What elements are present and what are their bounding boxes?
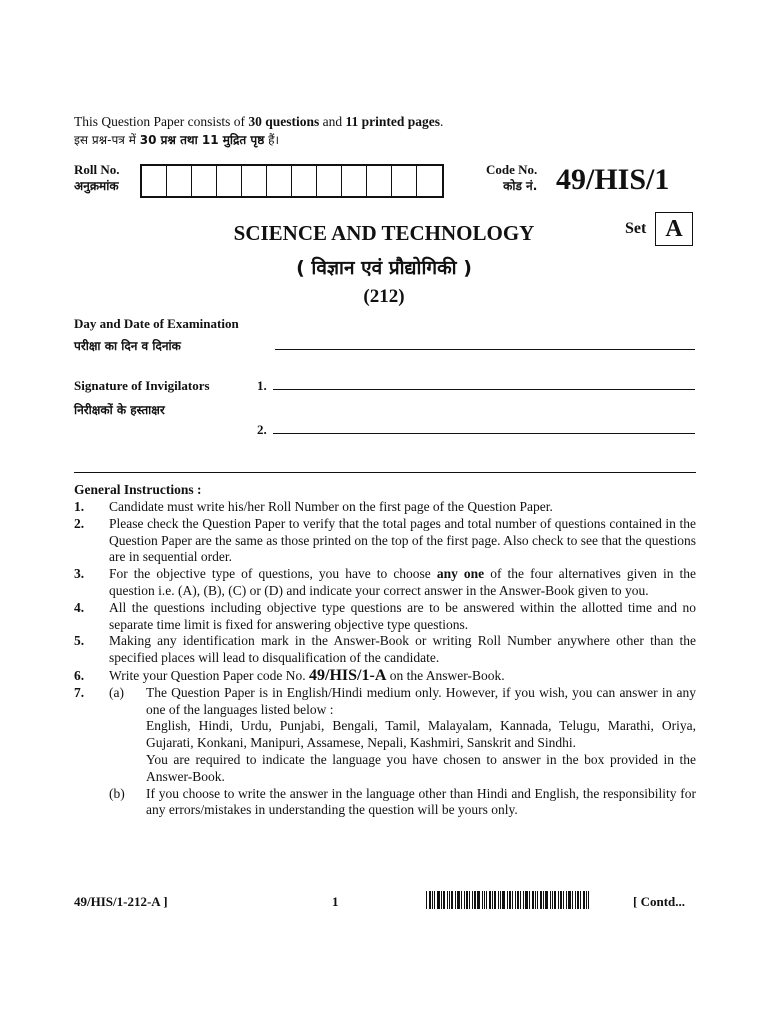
barcode-bar <box>520 891 521 909</box>
roll-no-digit-box[interactable] <box>192 166 217 196</box>
barcode-bar <box>566 891 567 909</box>
roll-no-boxes[interactable] <box>140 164 444 198</box>
roll-no-digit-box[interactable] <box>267 166 292 196</box>
languages-list: English, Hindi, Urdu, Punjabi, Bengali, Tamil, Malayalam, Kannada, Telugu, Marathi, Oriya, Gujarati, Konkani, Manipuri, Assamese, Nepali, Kashmiri, Sanskrit and Sindhi. <box>146 718 696 751</box>
barcode-bar <box>535 891 536 909</box>
continued-marker: [ Contd... <box>633 894 686 909</box>
sub-instruction-label: (a) <box>109 684 124 700</box>
roll-no-digit-box[interactable] <box>392 166 417 196</box>
barcode-bar <box>560 891 562 909</box>
barcode-bar <box>523 891 524 909</box>
barcode-bar <box>455 891 456 909</box>
barcode-bar <box>577 891 579 909</box>
barcode-bar <box>474 891 476 909</box>
barcode-bar <box>586 891 587 909</box>
barcode-bar <box>429 891 431 909</box>
subject-title: SCIENCE AND TECHNOLOGY <box>233 221 535 245</box>
barcode-bar <box>540 891 542 909</box>
invigilator-1-number: 1. <box>257 378 267 393</box>
instruction-item <box>74 600 696 634</box>
roll-no-digit-box[interactable] <box>342 166 367 196</box>
instruction-text-part: Write your Question Paper code No. <box>109 667 310 683</box>
barcode-bar <box>563 891 564 909</box>
barcode-bar <box>588 891 589 909</box>
code-no-label-hi: कोड नं. <box>503 179 538 193</box>
instruction-number: 1. <box>74 499 85 514</box>
instruction-number: 3. <box>74 566 85 582</box>
exam-date-label-hi: परीक्षा का दिन व दिनांक <box>74 339 181 353</box>
barcode-bar <box>432 891 433 909</box>
paper-info-text: इस प्रश्न-पत्र में <box>74 133 140 147</box>
barcode-bar <box>525 891 528 909</box>
instruction-item <box>74 499 696 516</box>
roll-no-digit-box[interactable] <box>242 166 267 196</box>
sub-instruction-paragraph: You are required to indicate the language you have chosen to answer in the box provided in the Answer-Book. <box>146 751 696 784</box>
instruction-text-part: of the four alternatives given in the question i.e. (A), (B), (C) or (D) and indicate your correct answer in the Answer-Book given to you. <box>109 566 697 598</box>
invigilator-signature-label: Signature of Invigilators <box>74 378 210 393</box>
paper-info-text: and <box>319 114 346 129</box>
barcode-bar <box>507 891 508 909</box>
barcode-bar <box>457 891 460 909</box>
roll-no-label-en: Roll No. <box>74 162 120 177</box>
code-no-label <box>486 162 537 194</box>
barcode-bar <box>466 891 468 909</box>
question-count: 30 questions <box>248 114 320 129</box>
paper-info-text: This Question Paper consists of <box>74 114 249 129</box>
barcode-bar <box>529 891 530 909</box>
instructions-list <box>74 499 696 819</box>
barcode-bar <box>437 891 440 909</box>
instruction-text-part: For the objective type of questions, you have to choose <box>109 566 437 582</box>
exam-date-label: Day and Date of Examination <box>74 316 239 331</box>
paper-info-text: . <box>440 114 444 129</box>
sub-instruction <box>109 786 696 820</box>
instruction-text: All the questions including objective type questions are to be answered within the allotted time and no separate time limit is fixed for answering objective type questions. <box>109 599 696 632</box>
barcode-bar <box>583 891 585 909</box>
paper-info-text: हैं। <box>264 133 280 147</box>
barcode-bar <box>517 891 519 909</box>
instruction-item <box>74 566 696 600</box>
sub-instruction-label: (b) <box>109 785 125 801</box>
roll-no-digit-box[interactable] <box>417 166 442 196</box>
sub-instruction-text <box>146 685 696 786</box>
barcode-bar <box>512 891 513 909</box>
barcode-bar <box>489 891 491 909</box>
sub-instruction-paragraph: The Question Paper is in English/Hindi medium only. However, if you wish, you can answer in any one of the languages listed below : <box>146 684 696 717</box>
invigilator-2-number: 2. <box>257 422 267 437</box>
question-page-count-hi: 30 प्रश्न तथा 11 मुद्रित पृष्ठ <box>139 133 265 147</box>
barcode-bar <box>502 891 505 909</box>
roll-no-digit-box[interactable] <box>217 166 242 196</box>
instruction-number: 4. <box>74 599 85 615</box>
barcode-bar <box>532 891 534 909</box>
section-divider <box>74 472 696 473</box>
barcode-bar <box>552 891 553 909</box>
page-count: 11 printed pages <box>345 114 441 129</box>
instruction-emphasis: any one <box>436 566 485 582</box>
barcode-bar <box>443 891 445 909</box>
barcode-bar <box>461 891 462 909</box>
roll-no-digit-box[interactable] <box>317 166 342 196</box>
footer-paper-code: 49/HIS/1-212-A ] <box>74 894 168 909</box>
instruction-text: Please check the Question Paper to verify that the total pages and total number of questions contained in the Question Paper are the same as those printed on the top of the first page. Also check to see that the questions are in sequential order. <box>109 515 696 565</box>
page-number: 1 <box>332 894 339 909</box>
barcode-bar <box>482 891 483 909</box>
barcode-bar <box>580 891 581 909</box>
instruction-number: 7. <box>74 684 85 700</box>
subject-title-hi: ( विज्ञान एवं प्रौद्योगिकी ) <box>296 257 472 279</box>
instruction-item <box>74 685 696 819</box>
barcode-bar <box>426 891 427 909</box>
barcode-bar <box>477 891 480 909</box>
instruction-number: 6. <box>74 667 85 683</box>
barcode-bar <box>498 891 499 909</box>
barcode-bar <box>469 891 470 909</box>
barcode-bar <box>486 891 487 909</box>
instruction-item <box>74 633 696 667</box>
sub-instruction <box>109 685 696 786</box>
paper-info-en <box>74 113 443 131</box>
instruction-item <box>74 516 696 566</box>
sub-instruction-text: If you choose to write the answer in the language other than Hindi and English, the responsibility for any errors/mistakes in understanding the question will be yours only. <box>146 785 696 818</box>
paper-code-emphasis: 49/HIS/1-A <box>309 666 387 684</box>
instruction-text <box>109 566 696 600</box>
barcode-bar <box>494 891 496 909</box>
subject-code: (212) <box>363 286 405 307</box>
barcode-bar <box>568 891 571 909</box>
roll-no-label-hi: अनुक्रमांक <box>74 179 119 193</box>
roll-no-digit-box[interactable] <box>292 166 317 196</box>
barcode-bar <box>451 891 453 909</box>
barcode-bar <box>550 891 551 909</box>
invigilator-1-signature-line[interactable] <box>273 389 695 390</box>
set-value: A <box>655 212 693 246</box>
instruction-text: Candidate must write his/her Roll Number on the first page of the Question Paper. <box>109 499 553 514</box>
barcode-bar <box>484 891 485 909</box>
barcode <box>426 891 626 909</box>
instructions-title: General Instructions : <box>74 482 202 497</box>
invigilator-signature-label-hi: निरीक्षकों के हस्ताक्षर <box>74 403 165 417</box>
barcode-bar <box>434 891 435 909</box>
barcode-bar <box>449 891 450 909</box>
exam-date-line[interactable] <box>275 349 695 350</box>
barcode-bar <box>441 891 442 909</box>
barcode-bar <box>509 891 511 909</box>
instruction-text <box>109 685 696 819</box>
paper-info-hi <box>74 131 279 149</box>
instruction-item <box>74 668 696 685</box>
barcode-bar <box>554 891 556 909</box>
instruction-text: Making any identification mark in the Answer-Book or writing Roll Number anywhere other than the specified places will lead to disqualification of the candidate. <box>109 633 696 666</box>
barcode-bar <box>543 891 544 909</box>
barcode-bar <box>447 891 448 909</box>
roll-no-digit-box[interactable] <box>167 166 192 196</box>
roll-no-digit-box[interactable] <box>367 166 392 196</box>
barcode-bar <box>572 891 573 909</box>
barcode-bar <box>464 891 465 909</box>
roll-no-label <box>74 162 120 194</box>
set-label: Set <box>625 220 647 237</box>
code-no-label-en: Code No. <box>486 162 538 177</box>
invigilator-2-signature-line[interactable] <box>273 433 695 434</box>
roll-no-digit-box[interactable] <box>142 166 167 196</box>
barcode-bar <box>515 891 516 909</box>
barcode-bar <box>537 891 538 909</box>
barcode-bar <box>575 891 576 909</box>
barcode-bar <box>472 891 473 909</box>
instruction-number: 2. <box>74 515 85 531</box>
barcode-bar <box>500 891 501 909</box>
barcode-bar <box>545 891 548 909</box>
barcode-bar <box>558 891 559 909</box>
instruction-text <box>109 668 696 685</box>
instruction-text-part: on the Answer-Book. <box>386 667 505 683</box>
instruction-number: 5. <box>74 633 85 649</box>
code-no-value: 49/HIS/1 <box>556 163 670 196</box>
barcode-bar <box>492 891 493 909</box>
